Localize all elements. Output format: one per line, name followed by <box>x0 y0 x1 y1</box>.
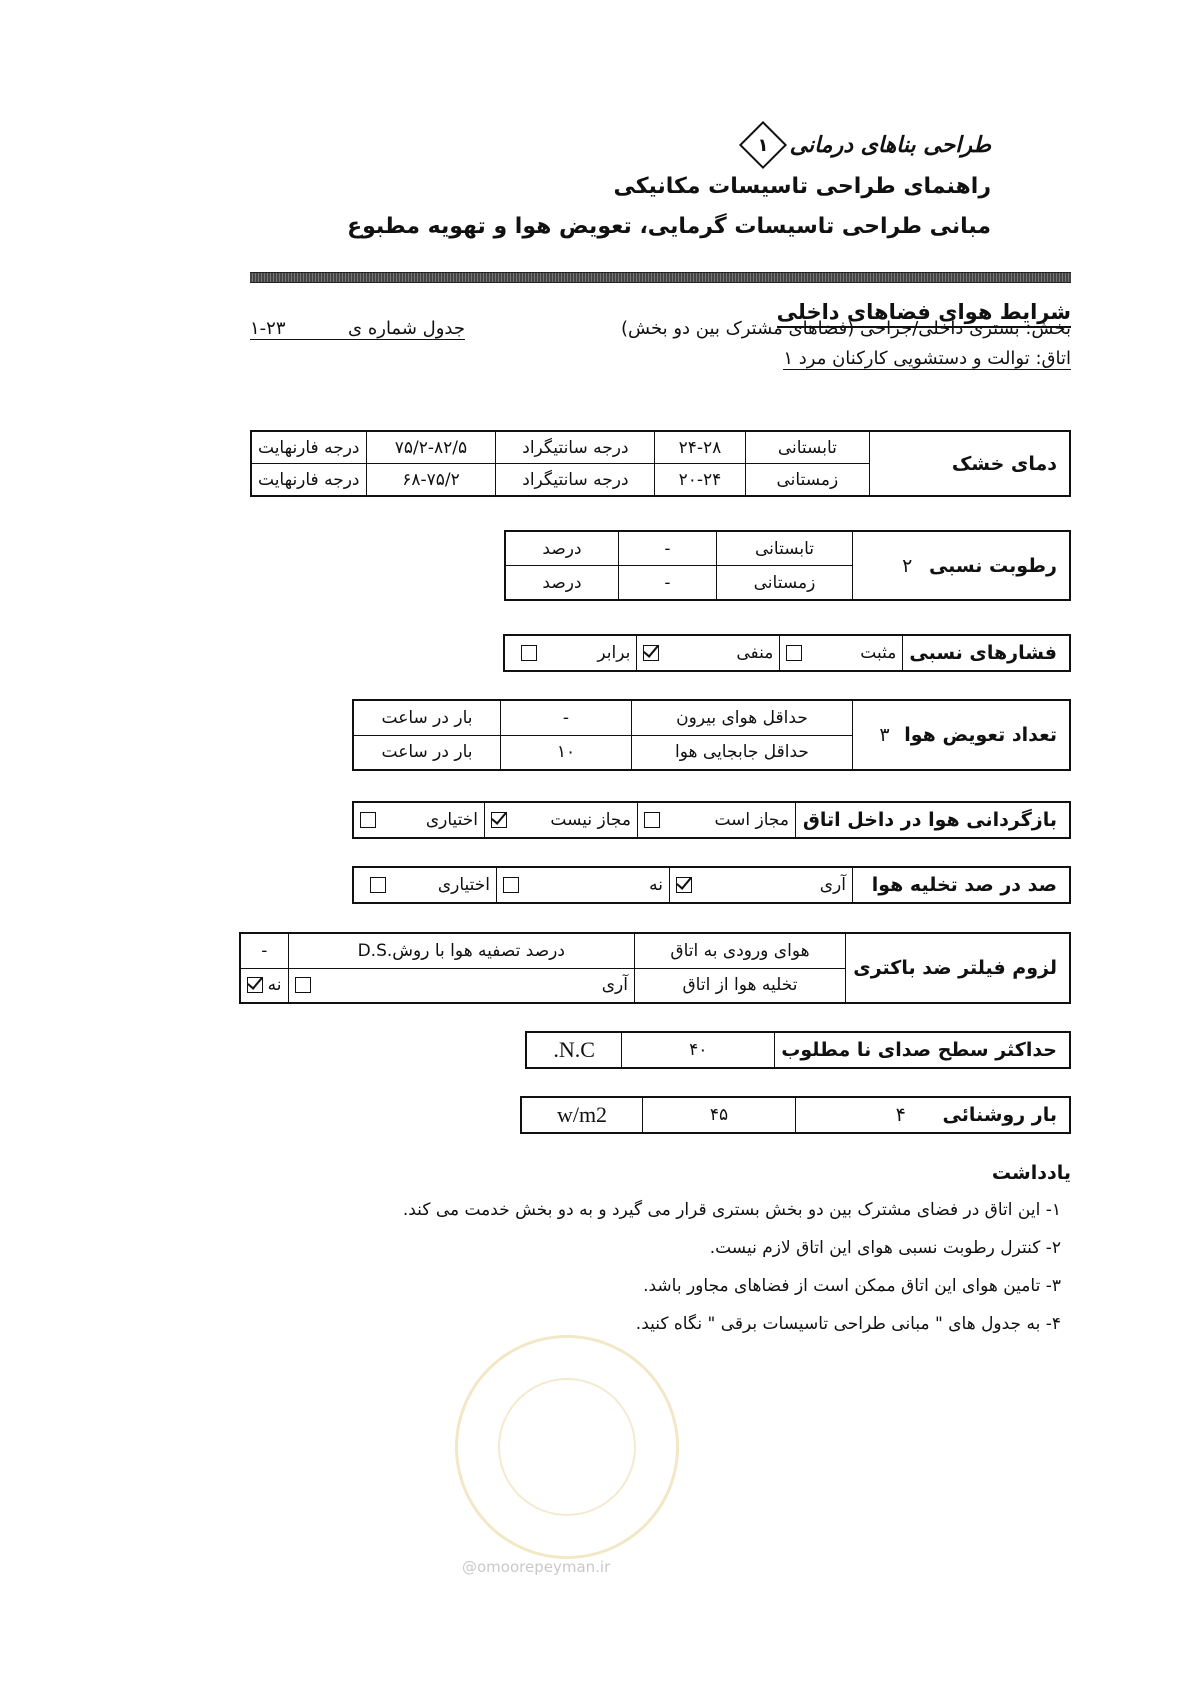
recirc-allowed-cell <box>638 802 796 838</box>
humidity-winter: زمستانی <box>717 566 853 601</box>
dry-temp-winter: زمستانی <box>745 464 870 497</box>
dry-temp-unit-f-2: درجه فارنهایت <box>251 464 366 497</box>
exhaust-table <box>352 866 1071 904</box>
air-change-unit: بار در ساعت <box>353 700 501 735</box>
lighting-note-ref: ۴ <box>895 1104 906 1126</box>
lighting-table <box>520 1096 1071 1134</box>
exhaust-yes-cell <box>670 867 853 903</box>
recirc-label: بازگردانی هوا در داخل اتاق <box>796 802 1071 838</box>
note-item: ۴- به جدول های " مبانی طراحی تاسیسات برقی " نگاه کنید. <box>635 1314 1061 1334</box>
air-change-table <box>352 699 1071 771</box>
filter-yes-checkbox[interactable] <box>295 977 311 993</box>
filter-no-cell <box>240 968 288 1003</box>
exhaust-no-checkbox[interactable] <box>503 877 519 893</box>
air-change-label-text: تعداد تعویض هوا <box>904 724 1057 746</box>
pressure-equal-cell <box>504 635 637 671</box>
recirc-allowed-label: مجاز است <box>714 810 789 830</box>
air-change-total-value: ۱۰ <box>501 735 632 770</box>
noise-unit: N.C. <box>526 1032 622 1068</box>
humidity-summer: تابستانی <box>717 531 853 566</box>
dry-temp-label: دمای خشک <box>870 431 1070 496</box>
air-change-outdoor: حداقل هوای بیرون <box>632 700 853 735</box>
pressure-positive-label: مثبت <box>860 643 897 663</box>
exhaust-optional-cell <box>353 867 497 903</box>
seal-inner-ring <box>498 1378 636 1516</box>
filter-efficiency: درصد تصفیه هوا با روش.D.S <box>288 933 634 968</box>
room-info: اتاق: توالت و دستشویی کارکنان مرد ۱ <box>783 348 1071 369</box>
volume-number-badge: ۱ <box>739 121 787 169</box>
filter-yes-cell <box>288 968 634 1003</box>
pressure-negative-cell <box>637 635 780 671</box>
pressure-negative-label: منفی <box>736 643 774 663</box>
recirc-not-allowed-label: مجاز نیست <box>550 810 631 830</box>
recirc-optional-checkbox[interactable] <box>360 812 376 828</box>
header-book-title: طراحی بناهای درمانی <box>789 132 991 158</box>
humidity-label-text: رطوبت نسبی <box>928 554 1057 577</box>
humidity-note-ref: ۲ <box>902 554 913 577</box>
table-number-value: ۱-۲۳ <box>250 318 286 339</box>
filter-no-checkbox[interactable] <box>247 977 263 993</box>
recirc-not-allowed-checkbox[interactable] <box>491 812 507 828</box>
humidity-label <box>853 531 1071 600</box>
pressure-equal-label: برابر <box>597 643 631 663</box>
dry-temp-summer: تابستانی <box>745 431 870 464</box>
exhaust-optional-label: اختیاری <box>437 875 490 895</box>
exhaust-no-label: نه <box>649 875 663 895</box>
table-number-info <box>250 318 465 340</box>
pressure-equal-checkbox[interactable] <box>521 645 537 661</box>
dry-temp-unit-f: درجه فارنهایت <box>251 431 366 464</box>
pressure-table <box>503 634 1071 672</box>
header-divider <box>250 272 1071 283</box>
dry-temp-winter-c: ۲۰-۲۴ <box>655 464 745 497</box>
page-title: شرایط هوای فضاهای داخلی <box>777 300 1071 328</box>
exhaust-yes-label: آری <box>819 875 846 895</box>
pressure-positive-checkbox[interactable] <box>786 645 802 661</box>
noise-label: حداکثر سطح صدای نا مطلوب <box>775 1032 1070 1068</box>
dry-temp-summer-f: ۷۵/۲-۸۲/۵ <box>366 431 496 464</box>
table-number-label: جدول شماره ی <box>348 318 465 339</box>
lighting-label-text: بار روشنائی <box>942 1104 1057 1126</box>
filter-efficiency-value: - <box>240 933 288 968</box>
filter-table <box>239 932 1071 1004</box>
air-change-label <box>853 700 1071 770</box>
humidity-unit-2: درصد <box>505 566 619 601</box>
lighting-label <box>796 1097 1071 1133</box>
dry-temp-summer-c: ۲۴-۲۸ <box>655 431 745 464</box>
lighting-unit: w/m2 <box>521 1097 643 1133</box>
notes-title: یادداشت <box>991 1162 1071 1184</box>
noise-value: ۴۰ <box>622 1032 775 1068</box>
recirc-table <box>352 801 1071 839</box>
air-change-total: حداقل جابجایی هوا <box>632 735 853 770</box>
exhaust-optional-checkbox[interactable] <box>370 877 386 893</box>
section-info: بخش: بستری داخلی/جراحی (فضاهای مشترک بین دو بخش) <box>621 318 1071 339</box>
filter-supply: هوای ورودی به اتاق <box>635 933 846 968</box>
filter-no-label: نه <box>267 975 282 996</box>
humidity-unit: درصد <box>505 531 619 566</box>
pressure-negative-checkbox[interactable] <box>643 645 659 661</box>
dry-temp-unit-c-2: درجه سانتیگراد <box>496 464 655 497</box>
recirc-optional-cell <box>353 802 485 838</box>
humidity-summer-value: - <box>619 531 717 566</box>
dry-temp-table <box>250 430 1071 497</box>
exhaust-label: صد در صد تخلیه هوا <box>853 867 1071 903</box>
air-change-note-ref: ۳ <box>879 724 890 746</box>
air-change-unit-2: بار در ساعت <box>353 735 501 770</box>
recirc-optional-label: اختیاری <box>425 810 478 830</box>
recirc-not-allowed-cell <box>485 802 638 838</box>
filter-exhaust: تخلیه هوا از اتاق <box>635 968 846 1003</box>
note-item: ۱- این اتاق در فضای مشترک بین دو بخش بستری قرار می گیرد و به دو بخش خدمت می کند. <box>402 1200 1061 1220</box>
header-line2: راهنمای طراحی تاسیسات مکانیکی <box>613 174 991 199</box>
dry-temp-unit-c: درجه سانتیگراد <box>496 431 655 464</box>
note-item: ۳- تامین هوای این اتاق ممکن است از فضاهای مجاور باشد. <box>643 1276 1061 1296</box>
exhaust-yes-checkbox[interactable] <box>676 877 692 893</box>
recirc-allowed-checkbox[interactable] <box>644 812 660 828</box>
pressure-positive-cell <box>780 635 903 671</box>
filter-label: لزوم فیلتر ضد باکتری <box>846 933 1071 1003</box>
dry-temp-winter-f: ۶۸-۷۵/۲ <box>366 464 496 497</box>
air-change-outdoor-value: - <box>501 700 632 735</box>
note-item: ۲- کنترل رطوبت نسبی هوای این اتاق لازم نیست. <box>709 1238 1061 1258</box>
header-line1 <box>740 128 991 162</box>
filter-yes-label: آری <box>601 975 628 996</box>
exhaust-no-cell <box>497 867 670 903</box>
noise-table <box>525 1031 1071 1069</box>
seal-logo <box>455 1335 679 1559</box>
lighting-value: ۴۵ <box>643 1097 796 1133</box>
humidity-table <box>504 530 1071 601</box>
humidity-winter-value: - <box>619 566 717 601</box>
pressure-label: فشارهای نسبی <box>903 635 1070 671</box>
header-line3: مبانی طراحی تاسیسات گرمایی، تعویض هوا و تهویه مطبوع <box>347 214 991 239</box>
watermark-text: @omoorepeyman.ir <box>462 1558 611 1576</box>
